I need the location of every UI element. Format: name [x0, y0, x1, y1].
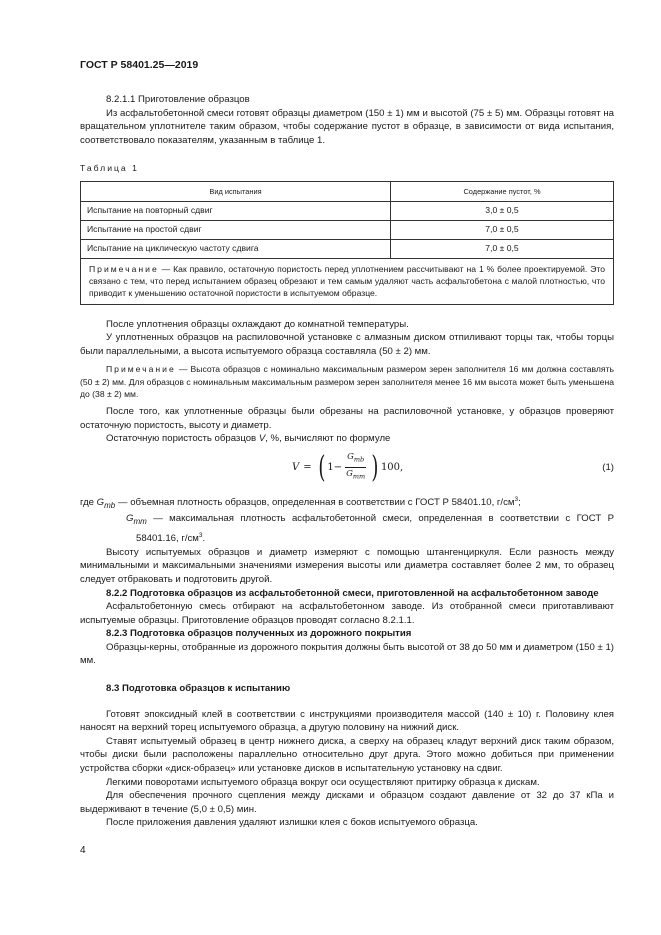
table-row	[81, 220, 614, 239]
paragraph: После уплотнения образцы охлаждают до комнатной температуры.	[106, 318, 409, 330]
formula-paren-close: )	[371, 449, 379, 485]
table-cell: Испытание на повторный сдвиг	[81, 201, 391, 220]
formula-one-minus: 1−	[327, 461, 343, 473]
text-span: , %, вычисляют по формуле	[265, 433, 391, 445]
note	[80, 363, 614, 400]
paragraph: После приложения давления удаляют излишки клея с боков испытуемого образца.	[106, 817, 478, 829]
table-note-row	[81, 258, 614, 304]
text-span: Остаточную пористость образцов	[106, 433, 259, 445]
table-caption: Таблица 1	[80, 163, 139, 174]
table-note	[81, 258, 614, 304]
table-header-cell: Вид испытания	[81, 181, 391, 201]
formula-fraction	[344, 451, 367, 485]
variable-v: V	[258, 433, 266, 445]
paragraph: Асфальтобетонную смесь отбирают на асфальтобетонном заводе. Из отобранной смеси приготавливают испытуемые образцы. Приготовление образцов проводят согласно 8.2.1.1.	[80, 601, 614, 626]
paragraph: Высоту испытуемых образцов и диаметр измеряют с помощью штангенциркуля. Если разность между минимальными и максимальными значениями измерения высоты или диаметра составляет более 2 мм, то образец следует отбраковать и подготовить другой.	[80, 546, 614, 585]
table-row	[81, 239, 614, 258]
subsection-8-2-1-1-title: 8.2.1.1 Приготовление образцов	[106, 94, 250, 105]
formula-numerator: $G_{mb}$	[345, 451, 366, 468]
definition-2: $G_{mm}$ — максимальная плотность асфальтобетонной смеси, определенная в соответствии с ГОСТ Р 58401.16, $г/см^3$.	[126, 513, 614, 545]
table-cell: 7,0 ± 0,5	[391, 239, 614, 258]
document-header: ГОСТ Р 58401.25—2019	[80, 59, 199, 71]
formula-expression	[292, 451, 403, 485]
table-cell: Испытание на простой сдвиг	[81, 220, 391, 239]
formula-tail: 100,	[380, 461, 404, 473]
note-label: Примечание	[89, 263, 159, 274]
table-1	[80, 181, 614, 305]
table-cell: Испытание на циклическую частоту сдвига	[81, 239, 391, 258]
paragraph: У уплотненных образцов на распиловочной установке с алмазным диском отпиливают торцы так, чтобы торцы были параллельными, а высота испытуемого образца составляла (50 ± 2) мм.	[80, 332, 614, 357]
table-header-row	[81, 181, 614, 201]
table-row	[81, 201, 614, 220]
paragraph	[80, 432, 614, 446]
page-number: 4	[80, 845, 86, 856]
document-body	[80, 93, 614, 830]
formula-lhs: V	[292, 461, 300, 473]
note-text: — Как правило, остаточную пористость перед уплотнением рассчитывают на 1 % более проектируемой. Это связано с тем, что перед испытанием образец обрезают и тем самым удаляют часть асфальтобетона с малой плотностью, что приводит к уменьшению остаточной пористости в испытуемом образце.	[89, 263, 605, 299]
paragraph: Легкими поворотами испытуемого образца вокруг оси осуществляют притирку образца к дискам.	[106, 776, 540, 788]
paragraph: Ставят испытуемый образец в центр нижнего диска, а сверху на образец кладут верхний диск таким образом, чтобы диски были расположены параллельно относительно друг друга. Этого можно добиться при применении устройства сборки «диск-образец» или установке дисков в испытательную установку на сдвиг.	[80, 735, 614, 775]
formula-denominator: $G_{mm}$	[346, 469, 366, 481]
subsection-8-2-3-title: 8.2.3 Подготовка образцов полученных из дорожного покрытия	[106, 628, 412, 640]
formula-number: (1)	[602, 461, 614, 473]
paragraph: После того, как уплотненные образцы были обрезаны на распиловочной установке, у образцов проверяют остаточную пористость, высоту и диаметр.	[80, 405, 614, 431]
paragraph: Из асфальтобетонной смеси готовят образцы диаметром (150 ± 1) мм и высотой (75 ± 5) мм. Образцы готовят на вращательном уплотнителе таким образом, чтобы содержание пустот в образце, в зависимости от вида испытания, соответствовало показателям, указанным в таблице 1.	[80, 107, 614, 146]
section-8-3-title: 8.3 Подготовка образцов к испытанию	[106, 683, 291, 695]
table-cell: 7,0 ± 0,5	[391, 220, 614, 239]
note-text: — Высота образцов с номинально максимальным размером зерен заполнителя 16 мм должна составлять (50 ± 2) мм. Для образцов с номинальным максимальным размером зерен заполнителя менее 16 мм высота может быть уменьшена до (38 ± 2) мм.	[80, 364, 614, 399]
paragraph: Образцы-керны, отобранные из дорожного покрытия должны быть высотой от 38 до 50 мм и диаметром (150 ± 1) мм.	[80, 641, 614, 667]
paragraph: Для обеспечения прочного сцепления между дисками и образцом создают давление от 32 до 37 кПа и выдерживают в течение (5,0 ± 0,5) мин.	[80, 790, 614, 815]
definition-1: где $G_{mb}$ — объемная плотность образцов, определенная в соответствии с ГОСТ Р 58401.10, $г/см^3$;	[80, 495, 521, 510]
table-cell: 3,0 ± 0,5	[391, 201, 614, 220]
subsection-8-2-2-title: 8.2.2 Подготовка образцов из асфальтобетонной смеси, приготовленной на асфальтобетонном заводе	[106, 587, 599, 599]
table-header-cell: Содержание пустот, %	[391, 181, 614, 201]
paragraph: Готовят эпоксидный клей в соответствии с инструкциями производителя массой (140 ± 10) г. Половину клея наносят на верхний торец испытуемого образца, а другую половину на нижний диск.	[80, 708, 614, 734]
note-label: Примечание	[106, 364, 176, 375]
formula-eq: =	[303, 461, 312, 473]
formula-1	[80, 449, 614, 489]
formula-paren-open: (	[317, 449, 325, 485]
